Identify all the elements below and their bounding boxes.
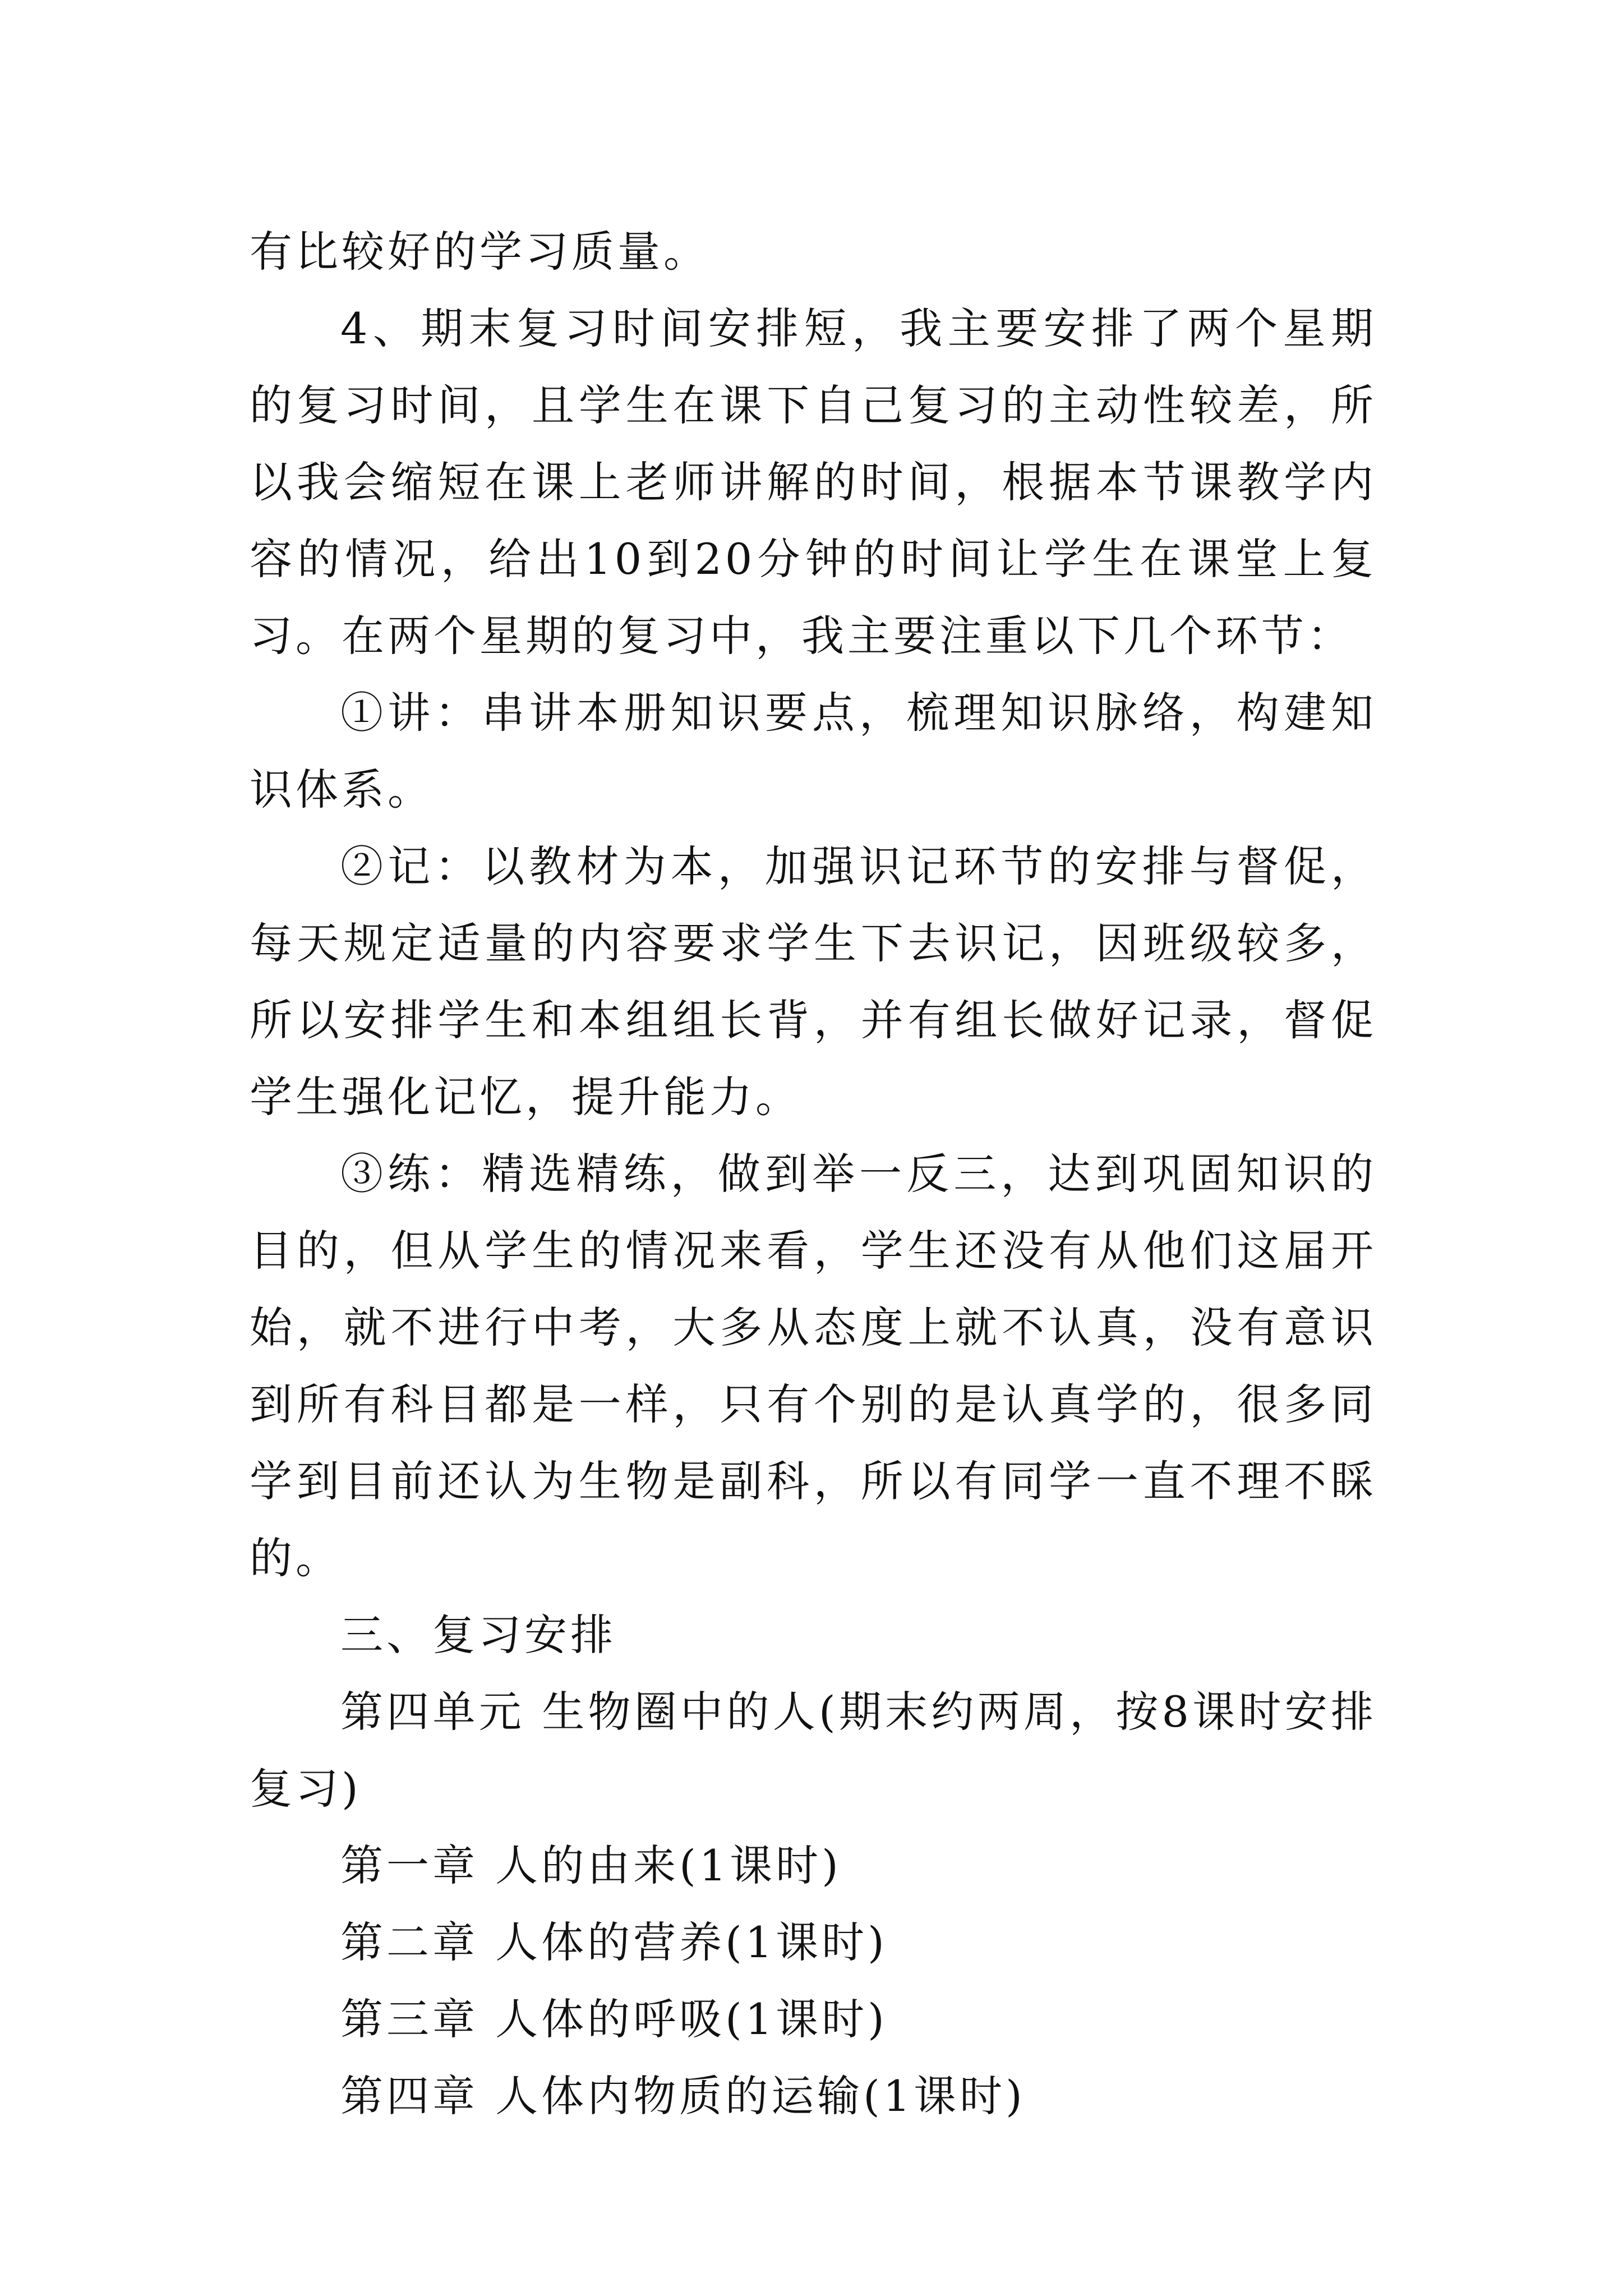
chapter-item: 第四章 人体内物质的运输(1课时) bbox=[340, 2071, 1026, 2121]
paragraph-practice: ③练：精选精练，做到举一反三，达到巩固知识的目的，但从学生的情况来看，学生还没有从他们这届开始，就不进行中考，大多从态度上就不认真，没有意识到所有科目都是一样，只有个别的是认真学的，很多同学到目前还认为生物是副科，所以有同学一直不理不睬的。 bbox=[250, 1149, 1377, 1583]
chapter-item: 第三章 人体的呼吸(1课时) bbox=[340, 1994, 888, 2044]
unit-title: 第四单元 生物圈中的人(期末约两周，按8课时安排复习) bbox=[250, 1687, 1377, 1814]
paragraph-review-time: 4、期末复习时间安排短，我主要安排了两个星期的复习时间，且学生在课下自己复习的主动性较差，所以我会缩短在课上老师讲解的时间，根据本节课教学内容的情况，给出10到20分钟的时间让学生在课堂上复习。在两个星期的复习中，我主要注重以下几个环节： bbox=[250, 303, 1377, 661]
document-body bbox=[250, 213, 1377, 2134]
section-heading-review-plan: 三、复习安排 bbox=[340, 1610, 616, 1660]
paragraph-continuation: 有比较好的学习质量。 bbox=[250, 227, 709, 277]
chapter-item: 第二章 人体的营养(1课时) bbox=[340, 1917, 888, 1967]
paragraph-lecture: ①讲：串讲本册知识要点，梳理知识脉络，构建知识体系。 bbox=[250, 688, 1377, 815]
chapter-item: 第一章 人的由来(1课时) bbox=[340, 1841, 842, 1890]
paragraph-memorize: ②记：以教材为本，加强识记环节的安排与督促，每天规定适量的内容要求学生下去识记，因班级较多，所以安排学生和本组组长背，并有组长做好记录，督促学生强化记忆，提升能力。 bbox=[250, 841, 1377, 1122]
